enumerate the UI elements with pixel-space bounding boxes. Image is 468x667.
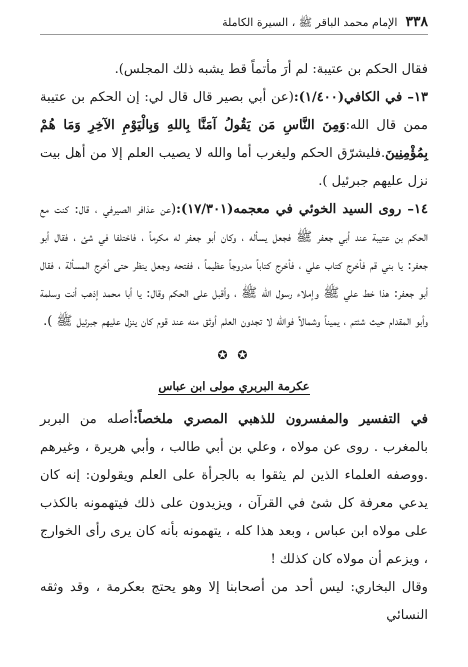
source-khoei: روى السيد الخوئي في معجمه(١٧/٣٠١): xyxy=(176,202,402,217)
source-dhahabi: في التفسير والمفسرون للذهبي المصري ملخصاً: xyxy=(133,412,429,427)
page-body xyxy=(40,56,428,630)
quran-verse: وَمِنَ النَّاسِ مَن يَقُولُ آمَنَّا بِاللهِ وَبِالْيَوْمِ الآخِرِ وَمَا هُمْ بِمُؤْمِنِينَ xyxy=(40,118,428,161)
page-header xyxy=(40,14,428,35)
running-title: الإمام محمد الباقر ﷺ ، السيرة الكاملة xyxy=(222,16,398,29)
source-kafi: في الكافي(١/٤٠٠): xyxy=(293,90,403,105)
paragraph-14 xyxy=(40,196,428,336)
paragraph-13-tail: .فليشرّق الحكم وليغرب أما والله لا يصيب العلم إلا من أهل بيت نزل عليهم جبرئيل ). xyxy=(40,146,428,189)
paragraph-bukhari: وقال البخاري: ليس أحد من أصحابنا إلا وهو يحتج بعكرمة ، وقد وثقه النسائي xyxy=(40,580,428,623)
item-number-14: ١٤– xyxy=(401,202,429,217)
paragraph-ikrima-text: أصله من البربر بالمغرب . روى عن مولاه ، وعلي بن أبي طالب ، وأبي هريرة ، وغيرهم .ووصفه العلماء الذين لم يثقوا به بالجرأة على العلم ويقولون: إنه كان يدعي معرفة كل شئ في القرآن ، ويزيدون على ذلك فيتهمونه بالكذب على مولاه ابن عباس ، وبعد هذا كله ، يتهمونه بأنه كان يرى رأى الخوارج ، ويزعم أن مولاه كان كذلك ! xyxy=(40,412,428,567)
paragraph-continuation: فقال الحكم بن عتيبة: لم أرَ مأتماً قط يشبه ذلك المجلس). xyxy=(114,62,428,77)
paragraph-14-text: (عن عذافر الصيرفي ، قال: كنت مع الحكم بن عتيبة عند أبي جعفر ﷺ فجعل يسأله ، وكان أبو جعفر له مكرماً ، فاختلفا في شئ ، فقال أبو جعفر: يا بني قم فأخرج كتاب علي ، فأخرج كتاباً مدروجاً عظيماً ، ففتحه وجعل ينظر حتى أخرج المسألة ، فقال أبو جعفر: هذا خط علي ﷺ وإملاء رسول الله ﷺ ، وأقبل على الحكم وقال: يا أبا محمد إذهب أنت وسلمة وأبو المقدام حيث شئتم ، يميناً وشمالاً فوالله لا تجدون العلم أوثق منه عند قوم كان ينزل عليهم جبرئيل ﷺ ). xyxy=(40,202,428,329)
section-divider: ✪ ✪ xyxy=(217,348,251,362)
paragraph-13 xyxy=(40,84,428,196)
item-number-13: ١٣– xyxy=(402,90,429,105)
section-heading-text: عكرمة البربري مولى ابن عباس xyxy=(158,379,310,393)
page-number: ٣٣٨ xyxy=(405,14,428,30)
section-heading xyxy=(40,376,428,396)
paragraph-13-text: (عن أبي بصير قال قال لي: إن الحكم بن عتيبة ممن قال الله: xyxy=(40,90,429,133)
paragraph-ikrima xyxy=(40,406,428,574)
